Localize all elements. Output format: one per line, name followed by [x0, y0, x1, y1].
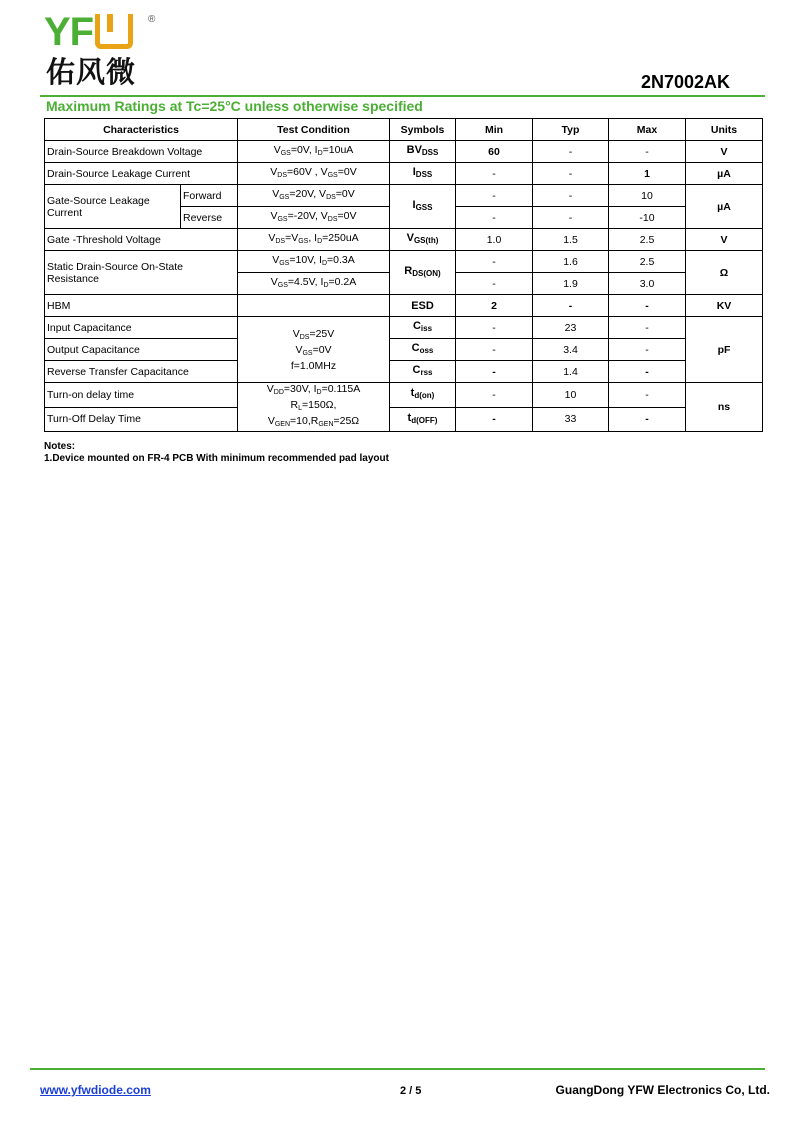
char-cell: HBM — [45, 295, 238, 317]
typ-cell: - — [533, 295, 609, 317]
company-name: GuangDong YFW Electronics Co, Ltd. — [555, 1083, 770, 1097]
min-cell: 60 — [456, 141, 533, 163]
max-cell: - — [609, 317, 686, 339]
typ-cell: 1.4 — [533, 361, 609, 383]
notes-title: Notes: — [44, 441, 76, 452]
unit-cell: µA — [686, 185, 763, 229]
symbol-cell: $C_{oss}$ — [390, 339, 456, 361]
footer-rule — [30, 1068, 765, 1070]
unit-cell: Ω — [686, 251, 763, 295]
unit-cell: µA — [686, 163, 763, 185]
symbol-cell: $V_{GS(th)}$ — [390, 229, 456, 251]
typ-cell: 1.6 — [533, 251, 609, 273]
typ-cell: 23 — [533, 317, 609, 339]
symbol-cell: ESD — [390, 295, 456, 317]
min-cell: - — [456, 251, 533, 273]
notes — [44, 441, 389, 465]
condition-cell: $V_{DS}=25V$ $V_{GS}=0V$ f=1.0MHz — [238, 317, 390, 383]
subchar-cell: Reverse — [181, 207, 238, 229]
max-cell: - — [609, 339, 686, 361]
unit-cell: pF — [686, 317, 763, 383]
unit-cell: KV — [686, 295, 763, 317]
header-characteristics: Characteristics — [45, 119, 238, 141]
page-number: 2 / 5 — [400, 1085, 422, 1097]
symbol-cell: $t_{d(on)}$ — [390, 383, 456, 408]
header-max: Max — [609, 119, 686, 141]
symbol-cell: $I_{GSS}$ — [390, 185, 456, 229]
max-cell: 2.5 — [609, 229, 686, 251]
symbol-cell: $t_{d(OFF)}$ — [390, 407, 456, 432]
condition-cell: $V_{GS}=20V$, $V_{DS}=0V$ — [238, 185, 390, 207]
max-cell: - — [609, 407, 686, 432]
table-row — [45, 361, 763, 383]
condition-cell: $V_{GS}=4.5V$, $I_D=0.2A$ — [238, 273, 390, 295]
max-cell: 1 — [609, 163, 686, 185]
table-row — [45, 141, 763, 163]
table-row — [45, 383, 763, 408]
char-cell: Gate -Threshold Voltage — [45, 229, 238, 251]
header-rule — [40, 95, 765, 97]
char-cell: Turn-Off Delay Time — [45, 407, 238, 432]
table-header-row — [45, 119, 763, 141]
condition-cell: $V_{GS}=10V$, $I_D=0.3A$ — [238, 251, 390, 273]
typ-cell: 3.4 — [533, 339, 609, 361]
table-row — [45, 339, 763, 361]
condition-cell: $V_{DD}=30V$, $I_D=0.115A$ $R_L=150\Omega$, $V_{GEN}=10,R_{GEN}=25\Omega$ — [238, 383, 390, 432]
typ-cell: - — [533, 163, 609, 185]
char-cell: Drain-Source Leakage Current — [45, 163, 238, 185]
table-row — [45, 185, 763, 207]
header-units: Units — [686, 119, 763, 141]
unit-cell: V — [686, 141, 763, 163]
min-cell: - — [456, 185, 533, 207]
section-title: Maximum Ratings at Tc=25°C unless otherwise specified — [46, 98, 423, 114]
header-typ: Typ — [533, 119, 609, 141]
unit-cell: ns — [686, 383, 763, 432]
table-row — [45, 251, 763, 273]
symbol-cell: $R_{DS(ON)}$ — [390, 251, 456, 295]
ratings-table — [44, 118, 763, 432]
max-cell: -10 — [609, 207, 686, 229]
char-cell: Static Drain-Source On-State Resistance — [45, 251, 238, 295]
condition-cell — [238, 295, 390, 317]
condition-cell: $V_{GS}=0V$, $I_D=10uA$ — [238, 141, 390, 163]
condition-cell: $V_{DS}=60V$ , $V_{GS}=0V$ — [238, 163, 390, 185]
min-cell: - — [456, 361, 533, 383]
condition-cell: $V_{GS}=-20V$, $V_{DS}=0V$ — [238, 207, 390, 229]
condition-cell: $V_{DS}=V_{GS}$, $I_D=250uA$ — [238, 229, 390, 251]
note-line: 1.Device mounted on FR-4 PCB With minimum recommended pad layout — [44, 453, 389, 464]
table-row — [45, 295, 763, 317]
registered-mark: ® — [148, 14, 156, 25]
min-cell: 2 — [456, 295, 533, 317]
symbol-cell: $BV_{DSS}$ — [390, 141, 456, 163]
char-cell: Drain-Source Breakdown Voltage — [45, 141, 238, 163]
char-cell: Output Capacitance — [45, 339, 238, 361]
max-cell: - — [609, 141, 686, 163]
min-cell: - — [456, 163, 533, 185]
min-cell: - — [456, 317, 533, 339]
max-cell: 2.5 — [609, 251, 686, 273]
logo-u-mark — [95, 14, 133, 49]
typ-cell: - — [533, 141, 609, 163]
symbol-cell: $I_{DSS}$ — [390, 163, 456, 185]
unit-cell: V — [686, 229, 763, 251]
typ-cell: - — [533, 207, 609, 229]
logo-chinese-name: 佑风微 — [46, 55, 137, 89]
min-cell: - — [456, 273, 533, 295]
max-cell: 10 — [609, 185, 686, 207]
char-cell: Reverse Transfer Capacitance — [45, 361, 238, 383]
table-row — [45, 317, 763, 339]
part-number: 2N7002AK — [640, 72, 730, 92]
table-row — [45, 407, 763, 432]
typ-cell: - — [533, 185, 609, 207]
table-row — [45, 229, 763, 251]
min-cell: - — [456, 207, 533, 229]
char-cell: Gate-Source Leakage Current — [45, 185, 181, 229]
min-cell: 1.0 — [456, 229, 533, 251]
header-min: Min — [456, 119, 533, 141]
website-link[interactable]: www.yfwdiode.com — [40, 1083, 151, 1097]
char-cell: Turn-on delay time — [45, 383, 238, 408]
min-cell: - — [456, 383, 533, 408]
typ-cell: 1.9 — [533, 273, 609, 295]
header-symbols: Symbols — [390, 119, 456, 141]
typ-cell: 1.5 — [533, 229, 609, 251]
table-row — [45, 163, 763, 185]
max-cell: - — [609, 361, 686, 383]
typ-cell: 10 — [533, 383, 609, 408]
max-cell: 3.0 — [609, 273, 686, 295]
typ-cell: 33 — [533, 407, 609, 432]
symbol-cell: $C_{iss}$ — [390, 317, 456, 339]
min-cell: - — [456, 339, 533, 361]
symbol-cell: $C_{rss}$ — [390, 361, 456, 383]
max-cell: - — [609, 383, 686, 408]
subchar-cell: Forward — [181, 185, 238, 207]
logo-letters: YF — [44, 12, 133, 52]
max-cell: - — [609, 295, 686, 317]
company-logo — [44, 12, 164, 94]
char-cell: Input Capacitance — [45, 317, 238, 339]
min-cell: - — [456, 407, 533, 432]
header-test-condition: Test Condition — [238, 119, 390, 141]
